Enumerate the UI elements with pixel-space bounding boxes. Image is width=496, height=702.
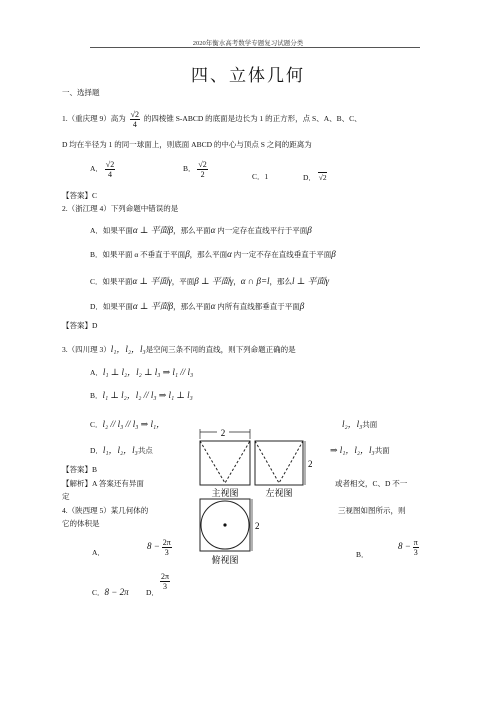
q2-option-d [90, 302, 304, 311]
three-view-figure [197, 425, 337, 575]
q2-c-text-1: C．如果平面 [90, 277, 133, 286]
top-view-label: 俯视图 [211, 555, 239, 565]
q3-option-d-right [330, 446, 390, 455]
q4-option-b-label: B． [356, 550, 369, 559]
dim-label-top-view: 2 [255, 521, 260, 531]
q3-answer: 【答案】B [62, 465, 98, 474]
q1-option-b-den: 2 [200, 170, 205, 179]
q3-analysis-1: 【解析】A 答案还有异面 [62, 479, 144, 488]
q3-option-a-math: l₁ ⊥ l₂，l₂ ⊥ l₃ ⇒ l₁ // l₃ [102, 367, 194, 377]
front-view-label: 主视图 [211, 488, 239, 498]
q1-stem-line2: D 均在半径为 1 的同一球面上，则底面 ABCD 的中心与顶点 S 之间的距离为 [62, 140, 312, 149]
q4-option-d-label: D． [146, 588, 159, 597]
q2-d-math-1: α ⊥ 平面β [132, 301, 174, 311]
q3-stem-part-a: 3.（四川理 3） [62, 345, 111, 354]
q2-b-text-2: ，那么平面 [189, 250, 228, 259]
q4-option-b-num: π [413, 538, 418, 547]
q3-option-c-right-math: l₂，l₃ [342, 419, 363, 429]
q1-height-fraction [130, 110, 140, 129]
q3-option-a [90, 368, 193, 377]
page-header: 2020年衡水高考数学专题复习试题分类 [192, 40, 304, 47]
q3-option-c-math: l₂ // l₃ // l₃ ⇒ l₁， [102, 419, 166, 429]
q3-analysis-2: 或者相交，C、D 不一 [335, 479, 408, 488]
q4-option-b-fraction [413, 538, 419, 557]
q2-stem: 2.（浙江理 4）下列命题中错误的是 [62, 204, 179, 213]
q2-b-math-1: β [185, 249, 190, 259]
q4-option-a-num: 2π [162, 538, 171, 547]
q2-a-math-3: β [307, 225, 312, 235]
q4-stem-3: 它的体积是 [62, 519, 100, 528]
q2-c-text-3: ， [233, 277, 241, 286]
q3-option-d-right-math: ⇒ l₁，l₂，l₃ [330, 445, 375, 455]
section-heading: 一、选择题 [62, 88, 100, 97]
q4-option-a-label: A． [92, 548, 105, 557]
q2-c-text-4: ，那么 [269, 277, 293, 286]
q4-option-d [160, 572, 170, 591]
q3-option-b-label: B． [90, 391, 103, 400]
q2-c-math-1: α ⊥ 平面γ [132, 276, 172, 286]
side-view-label: 左视图 [265, 488, 293, 498]
q1-option-d-value: √2 [318, 173, 327, 182]
q3-option-d-text: 共点 [137, 446, 153, 455]
q2-a-math-2: α [210, 225, 216, 235]
q1-stem-part-b: 的四棱锥 S-ABCD 的底面是边长为 1 的正方形，点 S、A、B、C、 [143, 114, 362, 124]
q1-option-d-label: D． [303, 173, 316, 182]
q4-option-b-den: 3 [413, 548, 418, 557]
q2-option-c [90, 277, 329, 286]
q2-b-text-3: 内一定不存在直线垂直于平面 [231, 250, 332, 259]
q1-option-b-num: √2 [198, 160, 207, 169]
q2-c-text-2: ，平面 [171, 277, 195, 286]
q3-option-b-math: l₁ ⊥ l₂，l₂ // l₃ ⇒ l₁ ⊥ l₃ [102, 390, 193, 400]
q2-d-math-3: β [299, 301, 305, 311]
q2-a-text-3: 内一定存在直线平行于平面 [215, 226, 308, 235]
dim-label-side: 2 [308, 459, 313, 469]
q1-option-a-label: A． [90, 164, 103, 174]
q2-a-text-1: A．如果平面 [90, 226, 133, 235]
q1-answer: 【答案】C [62, 191, 98, 200]
dim-label-top: 2 [220, 428, 226, 438]
q1-height-den: 4 [132, 120, 137, 129]
q2-b-math-2: α [227, 249, 232, 259]
q3-option-d-label: D． [90, 446, 103, 455]
q1-stem-part-a: 1.（重庆理 9）高为 [62, 114, 126, 124]
side-view-square [255, 441, 303, 485]
q4-option-d-fraction [160, 572, 170, 591]
q4-option-c-value: 8 − 2π [104, 587, 129, 597]
q1-option-b-label: B． [183, 164, 196, 174]
q1-option-a-num: √2 [105, 160, 115, 169]
q3-lines: l₁，l₂，l₃ [110, 344, 146, 354]
q2-b-text-1: B．如果平面 α 不垂直于平面 [90, 250, 186, 259]
q4-option-d-den: 3 [163, 582, 168, 591]
q1-option-c: C．1 [252, 172, 269, 181]
front-view-cone-hidden [200, 441, 250, 483]
q2-a-text-2: ，那么平面 [173, 226, 211, 235]
q1-height-num: √2 [130, 110, 140, 119]
q3-stem [62, 345, 296, 354]
q4-stem-1: 4.（陕西理 5）某几何体的 [62, 506, 149, 515]
q4-option-a [147, 538, 172, 557]
q3-option-d [90, 446, 153, 455]
q4-option-c [92, 588, 129, 597]
q4-option-b-int: 8 − [398, 541, 411, 552]
q1-option-d [303, 172, 327, 182]
q3-option-c [90, 420, 165, 429]
q4-option-a-fraction [162, 538, 172, 557]
q3-option-c-label: C． [90, 420, 103, 429]
q2-c-math-2: β ⊥ 平面γ [194, 276, 234, 286]
q1-option-b [183, 160, 208, 179]
q1-option-b-fraction [197, 160, 207, 179]
q3-option-c-right [342, 420, 377, 429]
q3-option-b [90, 391, 193, 400]
header-rule [90, 47, 420, 48]
q2-d-text-1: D．如果平面 [90, 302, 133, 311]
q3-stem-part-b: 是空间三条不同的直线，则下列命题正确的是 [145, 345, 296, 354]
q2-answer: 【答案】D [62, 321, 98, 330]
q4-option-c-label: C． [92, 588, 105, 597]
q3-option-d-math: l₁，l₂，l₃ [102, 445, 138, 455]
q1-option-a-den: 4 [107, 170, 112, 179]
q2-c-math-3: α ∩ β=l [240, 276, 270, 286]
q4-stem-2: 三视图如图所示，则 [338, 506, 406, 515]
q3-option-d-right-text: 共面 [374, 446, 390, 455]
q4-option-d-num: 2π [161, 572, 170, 581]
q2-d-text-2: ，那么平面 [173, 302, 211, 311]
q4-option-a-den: 3 [164, 548, 169, 557]
q2-option-b [90, 250, 336, 259]
q2-c-math-4: l ⊥ 平面γ [292, 276, 330, 286]
q3-analysis-3: 定 [62, 492, 70, 501]
q2-a-math-1: α ⊥ 平面β [132, 225, 174, 235]
q4-option-b [398, 538, 419, 557]
top-view-center-dot [223, 523, 226, 526]
q3-option-a-label: A． [90, 368, 103, 377]
q2-d-text-3: 内所有直线都垂直于平面 [215, 302, 300, 311]
q1-option-a [90, 160, 115, 179]
q2-option-a [90, 226, 312, 235]
page-title: 四、立体几何 [191, 66, 305, 85]
side-view-cone-hidden [255, 441, 303, 483]
q2-b-math-3: β [331, 249, 336, 259]
q3-option-c-right-text: 共面 [362, 420, 378, 429]
q4-option-a-int: 8 − [147, 541, 160, 552]
front-view-square [200, 441, 250, 485]
q2-d-math-2: α [210, 301, 216, 311]
q1-stem [62, 110, 362, 129]
q1-option-a-fraction [105, 160, 115, 179]
